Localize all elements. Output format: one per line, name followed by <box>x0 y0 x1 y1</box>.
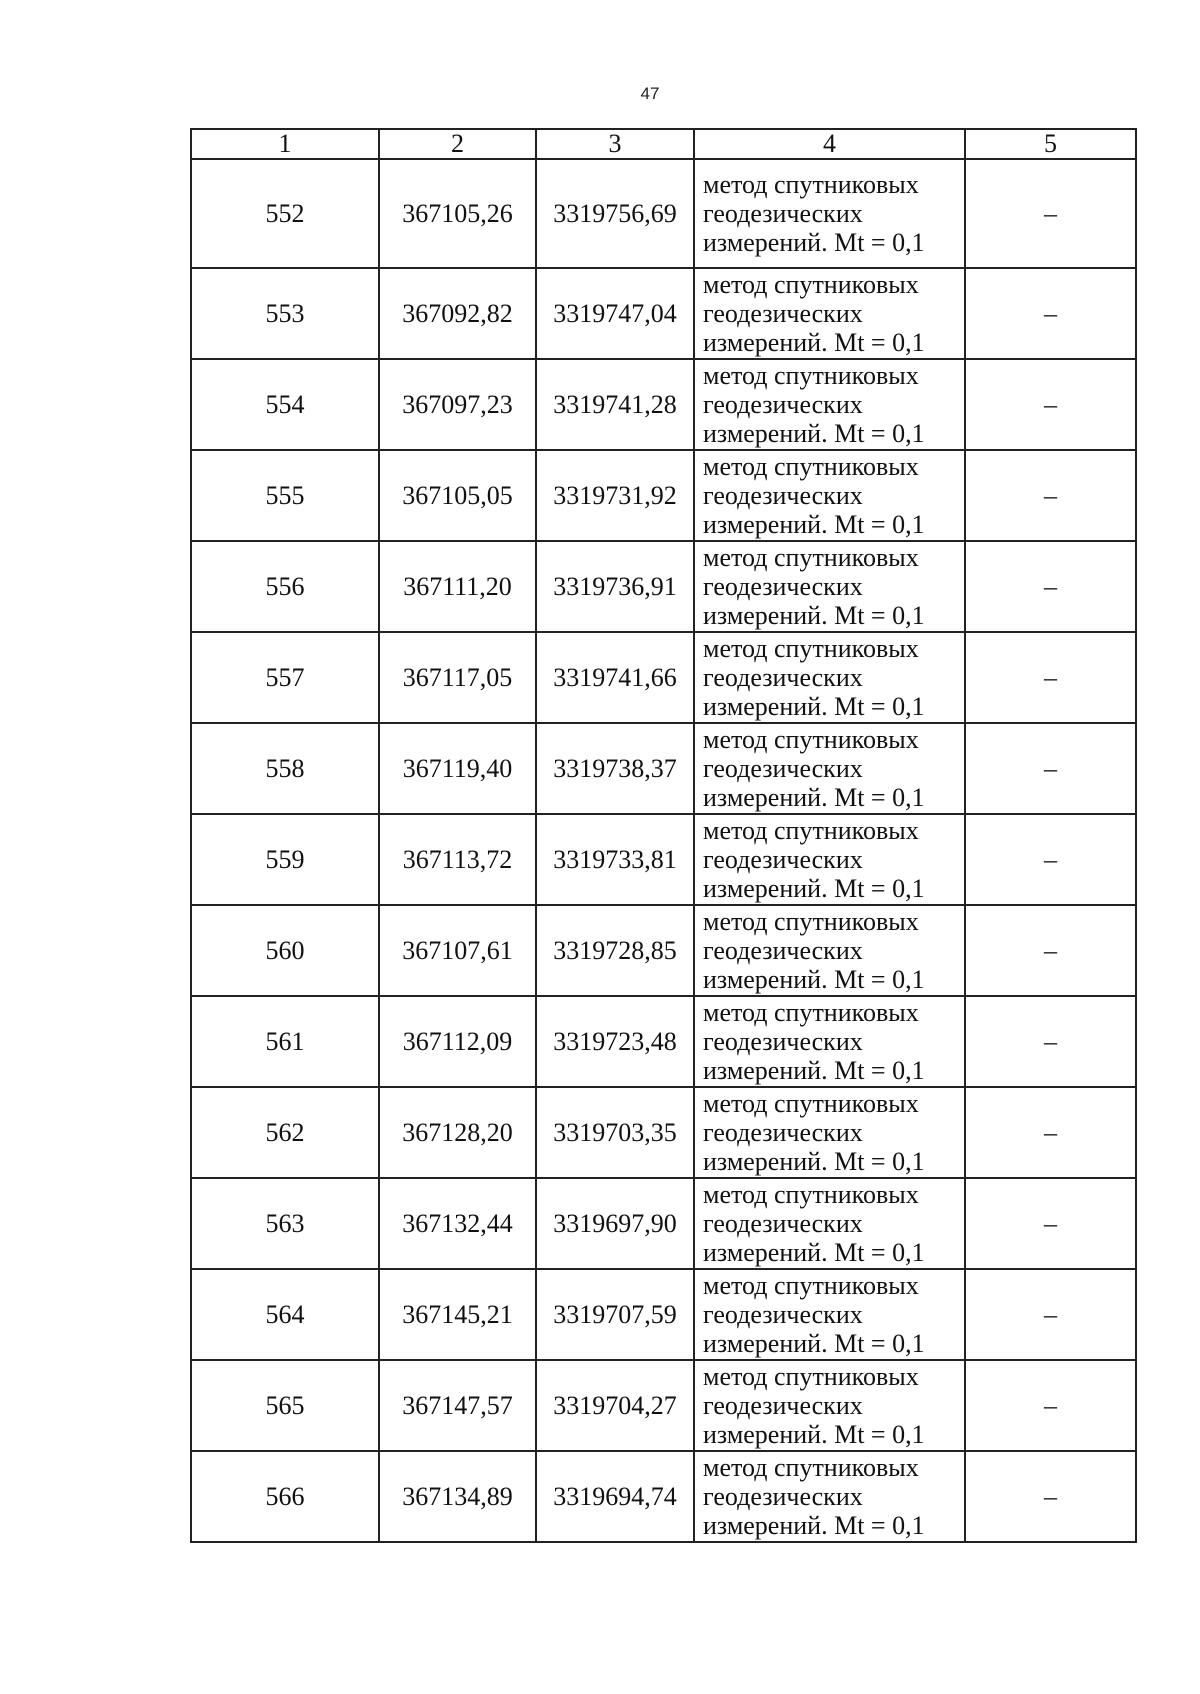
note-cell: – <box>965 1178 1136 1269</box>
method-line: геодезических <box>703 572 863 601</box>
method-line: измерений. Mt = 0,1 <box>703 1147 925 1176</box>
y-coordinate-cell: 3319723,48 <box>536 996 694 1087</box>
table-row <box>191 541 1136 632</box>
method-cell <box>694 1451 965 1542</box>
method-line: геодезических <box>703 1209 863 1238</box>
method-line: метод спутниковых <box>703 1362 919 1391</box>
method-line: измерений. Mt = 0,1 <box>703 510 925 539</box>
note-cell: – <box>965 359 1136 450</box>
method-cell <box>694 996 965 1087</box>
method-line: геодезических <box>703 199 863 228</box>
x-coordinate-cell: 367107,61 <box>379 905 536 996</box>
method-line: геодезических <box>703 754 863 783</box>
method-cell <box>694 450 965 541</box>
method-line: метод спутниковых <box>703 998 919 1027</box>
column-header: 2 <box>379 129 536 159</box>
note-cell: – <box>965 905 1136 996</box>
method-line: метод спутниковых <box>703 1453 919 1482</box>
x-coordinate-cell: 367113,72 <box>379 814 536 905</box>
method-line: геодезических <box>703 1118 863 1147</box>
table-body <box>191 159 1136 1542</box>
method-line: метод спутниковых <box>703 725 919 754</box>
table-row <box>191 814 1136 905</box>
x-coordinate-cell: 367147,57 <box>379 1360 536 1451</box>
method-line: геодезических <box>703 1300 863 1329</box>
point-number-cell: 554 <box>191 359 379 450</box>
method-line: метод спутниковых <box>703 907 919 936</box>
y-coordinate-cell: 3319756,69 <box>536 159 694 268</box>
y-coordinate-cell: 3319731,92 <box>536 450 694 541</box>
method-cell <box>694 268 965 359</box>
note-cell: – <box>965 541 1136 632</box>
point-number-cell: 564 <box>191 1269 379 1360</box>
method-line: измерений. Mt = 0,1 <box>703 1511 925 1540</box>
note-cell: – <box>965 1269 1136 1360</box>
note-cell: – <box>965 996 1136 1087</box>
y-coordinate-cell: 3319736,91 <box>536 541 694 632</box>
method-cell <box>694 1360 965 1451</box>
method-line: измерений. Mt = 0,1 <box>703 1056 925 1085</box>
table-row <box>191 159 1136 268</box>
method-cell <box>694 905 965 996</box>
method-line: метод спутниковых <box>703 1180 919 1209</box>
x-coordinate-cell: 367128,20 <box>379 1087 536 1178</box>
point-number-cell: 555 <box>191 450 379 541</box>
table-row <box>191 359 1136 450</box>
method-line: геодезических <box>703 481 863 510</box>
point-number-cell: 563 <box>191 1178 379 1269</box>
note-cell: – <box>965 723 1136 814</box>
table-row <box>191 723 1136 814</box>
x-coordinate-cell: 367117,05 <box>379 632 536 723</box>
x-coordinate-cell: 367112,09 <box>379 996 536 1087</box>
note-cell: – <box>965 159 1136 268</box>
method-line: геодезических <box>703 1482 863 1511</box>
table-header-row <box>191 129 1136 159</box>
method-line: метод спутниковых <box>703 270 919 299</box>
note-cell: – <box>965 814 1136 905</box>
method-line: метод спутниковых <box>703 1089 919 1118</box>
point-number-cell: 561 <box>191 996 379 1087</box>
method-line: измерений. Mt = 0,1 <box>703 965 925 994</box>
note-cell: – <box>965 1451 1136 1542</box>
method-line: геодезических <box>703 845 863 874</box>
point-number-cell: 560 <box>191 905 379 996</box>
method-line: метод спутниковых <box>703 634 919 663</box>
method-cell <box>694 632 965 723</box>
column-header: 4 <box>694 129 965 159</box>
method-line: геодезических <box>703 299 863 328</box>
table-row <box>191 1360 1136 1451</box>
method-cell <box>694 1178 965 1269</box>
note-cell: – <box>965 1360 1136 1451</box>
method-line: измерений. Mt = 0,1 <box>703 1238 925 1267</box>
method-line: метод спутниковых <box>703 816 919 845</box>
method-line: геодезических <box>703 390 863 419</box>
method-line: геодезических <box>703 663 863 692</box>
method-line: измерений. Mt = 0,1 <box>703 228 925 257</box>
table-row <box>191 905 1136 996</box>
column-header: 1 <box>191 129 379 159</box>
x-coordinate-cell: 367119,40 <box>379 723 536 814</box>
x-coordinate-cell: 367145,21 <box>379 1269 536 1360</box>
x-coordinate-cell: 367105,05 <box>379 450 536 541</box>
coordinates-table <box>190 128 1137 1543</box>
y-coordinate-cell: 3319694,74 <box>536 1451 694 1542</box>
method-line: геодезических <box>703 936 863 965</box>
x-coordinate-cell: 367105,26 <box>379 159 536 268</box>
method-line: метод спутниковых <box>703 361 919 390</box>
point-number-cell: 558 <box>191 723 379 814</box>
table-row <box>191 1269 1136 1360</box>
table-row <box>191 996 1136 1087</box>
point-number-cell: 552 <box>191 159 379 268</box>
x-coordinate-cell: 367111,20 <box>379 541 536 632</box>
y-coordinate-cell: 3319697,90 <box>536 1178 694 1269</box>
table-row <box>191 1178 1136 1269</box>
method-cell <box>694 1087 965 1178</box>
x-coordinate-cell: 367134,89 <box>379 1451 536 1542</box>
method-cell <box>694 359 965 450</box>
method-line: измерений. Mt = 0,1 <box>703 601 925 630</box>
method-cell <box>694 1269 965 1360</box>
point-number-cell: 559 <box>191 814 379 905</box>
method-line: метод спутниковых <box>703 452 919 481</box>
method-line: измерений. Mt = 0,1 <box>703 328 925 357</box>
page-number: 47 <box>640 84 660 103</box>
method-line: измерений. Mt = 0,1 <box>703 692 925 721</box>
method-cell <box>694 159 965 268</box>
method-line: измерений. Mt = 0,1 <box>703 783 925 812</box>
method-cell <box>694 723 965 814</box>
x-coordinate-cell: 367092,82 <box>379 268 536 359</box>
method-line: измерений. Mt = 0,1 <box>703 1420 925 1449</box>
y-coordinate-cell: 3319741,66 <box>536 632 694 723</box>
table-row <box>191 632 1136 723</box>
y-coordinate-cell: 3319733,81 <box>536 814 694 905</box>
table-row <box>191 1451 1136 1542</box>
point-number-cell: 553 <box>191 268 379 359</box>
method-line: геодезических <box>703 1391 863 1420</box>
y-coordinate-cell: 3319728,85 <box>536 905 694 996</box>
y-coordinate-cell: 3319707,59 <box>536 1269 694 1360</box>
column-header: 5 <box>965 129 1136 159</box>
point-number-cell: 562 <box>191 1087 379 1178</box>
method-cell <box>694 814 965 905</box>
method-line: геодезических <box>703 1027 863 1056</box>
method-line: измерений. Mt = 0,1 <box>703 874 925 903</box>
method-line: метод спутниковых <box>703 1271 919 1300</box>
point-number-cell: 557 <box>191 632 379 723</box>
y-coordinate-cell: 3319738,37 <box>536 723 694 814</box>
method-line: измерений. Mt = 0,1 <box>703 1329 925 1358</box>
y-coordinate-cell: 3319741,28 <box>536 359 694 450</box>
table-row <box>191 268 1136 359</box>
note-cell: – <box>965 268 1136 359</box>
table-row <box>191 1087 1136 1178</box>
point-number-cell: 566 <box>191 1451 379 1542</box>
x-coordinate-cell: 367097,23 <box>379 359 536 450</box>
note-cell: – <box>965 632 1136 723</box>
column-header: 3 <box>536 129 694 159</box>
note-cell: – <box>965 1087 1136 1178</box>
method-line: метод спутниковых <box>703 543 919 572</box>
method-line: метод спутниковых <box>703 170 919 199</box>
y-coordinate-cell: 3319703,35 <box>536 1087 694 1178</box>
point-number-cell: 556 <box>191 541 379 632</box>
point-number-cell: 565 <box>191 1360 379 1451</box>
note-cell: – <box>965 450 1136 541</box>
method-cell <box>694 541 965 632</box>
x-coordinate-cell: 367132,44 <box>379 1178 536 1269</box>
y-coordinate-cell: 3319704,27 <box>536 1360 694 1451</box>
y-coordinate-cell: 3319747,04 <box>536 268 694 359</box>
table-row <box>191 450 1136 541</box>
method-line: измерений. Mt = 0,1 <box>703 419 925 448</box>
